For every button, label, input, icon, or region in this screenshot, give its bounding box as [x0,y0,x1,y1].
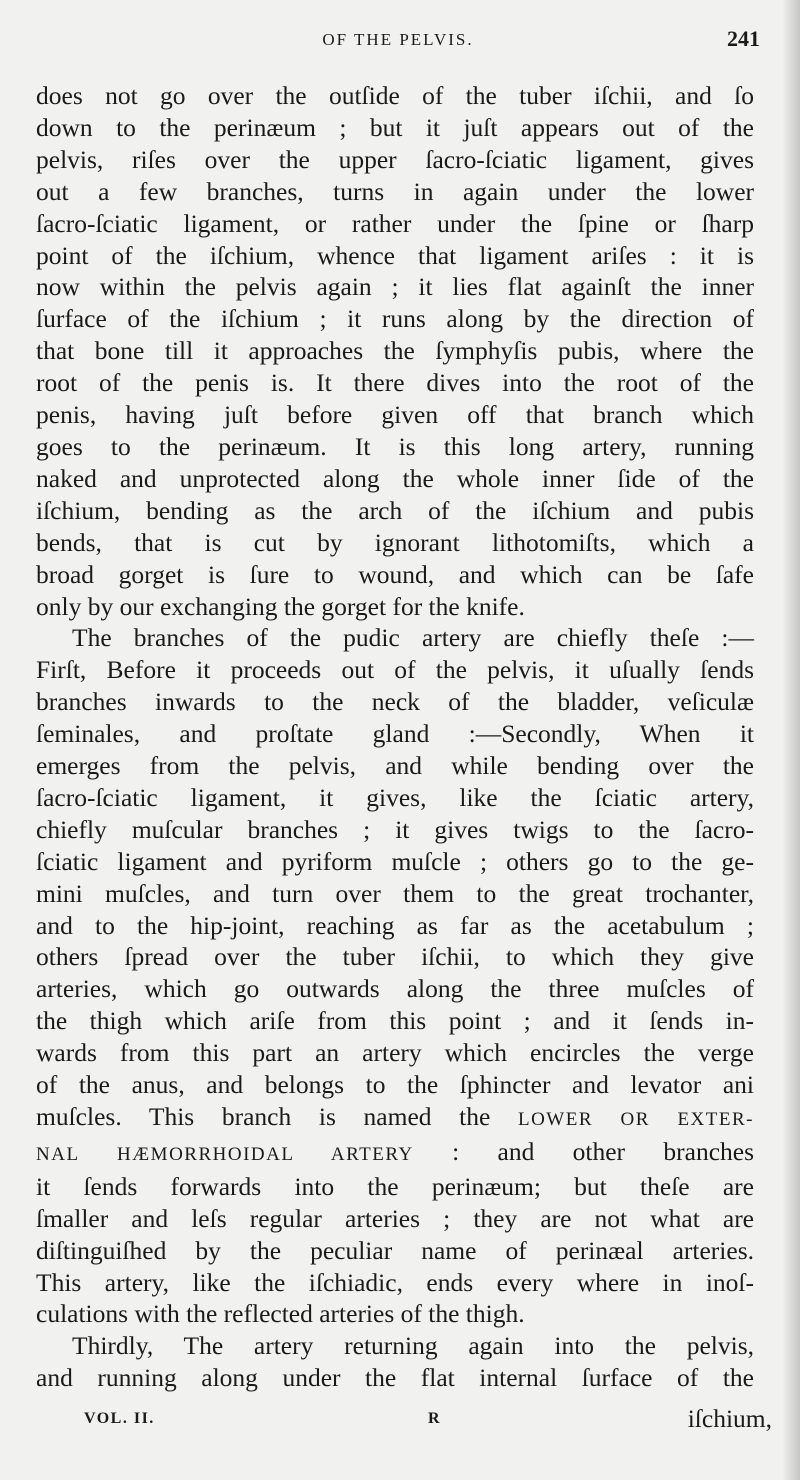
text-run: muſcles. This branch is named the [36,1102,518,1131]
text-line: now within the pelvis again ; it lies flat againſt the inner [36,272,754,302]
text-line: This artery, like the iſchiadic, ends every where in inoſ- [36,1267,754,1297]
text-line: and running along under the flat internal ſurface of the [36,1363,754,1393]
text-line: penis, having juſt before given off that branch which [36,400,754,430]
text-line: out a few branches, turns in again under the lower [36,176,754,206]
text-line [36,1136,754,1171]
text-line: only by our exchanging the gorget for the knife. [36,591,525,621]
text-line: ſeminales, and proſtate gland :—Secondly, When it [36,719,754,749]
text-line: mini muſcles, and turn over them to the great trochanter, [36,878,754,908]
small-caps-term: LOWER OR EXTER- [517,1109,754,1130]
text-line: ſmaller and leſs regular arteries ; they are not what are [36,1203,754,1233]
text-line: ſacro-ſciatic ligament, it gives, like the ſciatic artery, [36,782,754,812]
text-line: others ſpread over the tuber iſchii, to which they give [36,942,754,972]
running-head [36,26,760,60]
page-number: 241 [727,26,760,51]
text-line: The branches of the pudic artery are chiefly theſe :— [72,623,754,653]
text-line [36,1101,754,1136]
page-footer [36,1404,772,1438]
text-line: does not go over the outſide of the tuber iſchii, and ſo [36,81,754,110]
text-line: branches inwards to the neck of the bladder, veſiculæ [36,687,754,717]
text-line: ſurface of the iſchium ; it runs along by the direction of [36,304,754,334]
text-line: that bone till it approaches the ſymphyſis pubis, where the [36,336,754,366]
body-text [36,80,754,1394]
text-line: of the anus, and belongs to the ſphincter and levator ani [36,1070,754,1100]
text-line: and to the hip-joint, reaching as far as the acetabulum ; [36,910,754,940]
text-line: culations with the reflected arteries of the thigh. [36,1299,525,1329]
paragraph-1 [36,80,754,622]
text-line: wards from this part an artery which encircles the verge [36,1038,754,1068]
text-line: ſacro-ſciatic ligament, or rather under the ſpine or ſharp [36,208,754,238]
text-line: chiefly muſcular branches ; it gives twigs to the ſacro- [36,814,754,844]
text-line: broad gorget is ſure to wound, and which can be ſafe [36,559,754,589]
text-line: point of the iſchium, whence that ligament ariſes : it is [36,240,754,270]
signature-mark: R [428,1410,440,1427]
page-edge-shadow [782,0,800,1480]
text-line: naked and unprotected along the whole inner ſide of the [36,463,754,493]
small-caps-term: NAL HÆMORRHOIDAL ARTERY [36,1143,414,1165]
text-line: ſciatic ligament and pyriform muſcle ; others go to the ge- [36,846,754,876]
running-title: OF THE PELVIS. [322,30,474,49]
volume-label: VOL. II. [84,1410,155,1427]
paragraph-3 [36,1330,754,1394]
text-line: pelvis, riſes over the upper ſacro-ſciatic ligament, gives [36,144,754,174]
text-line: Thirdly, The artery returning again into the pelvis, [72,1331,754,1361]
text-line: Firſt, Before it proceeds out of the pelvis, it uſually ſends [36,655,754,685]
text-line: it ſends forwards into the perinæum; but theſe are [36,1171,754,1201]
catchword: iſchium, [687,1404,772,1433]
text-line: arteries, which go outwards along the three muſcles of [36,974,754,1004]
text-line: bends, that is cut by ignorant lithotomiſts, which a [36,527,754,557]
text-line: iſchium, bending as the arch of the iſchium and pubis [36,495,754,525]
text-line: diſtinguiſhed by the peculiar name of perinæal arteries. [36,1235,754,1265]
paragraph-2 [36,622,754,1330]
text-line: down to the perinæum ; but it juſt appears out of the [36,112,754,142]
text-line: goes to the perinæum. It is this long artery, running [36,431,754,461]
text-line: the thigh which ariſe from this point ; and it ſends in- [36,1006,754,1036]
text-line: root of the penis is. It there dives into the root of the [36,368,754,398]
text-run: : and other branches [452,1136,755,1166]
text-line: emerges from the pelvis, and while bending over the [36,751,754,781]
